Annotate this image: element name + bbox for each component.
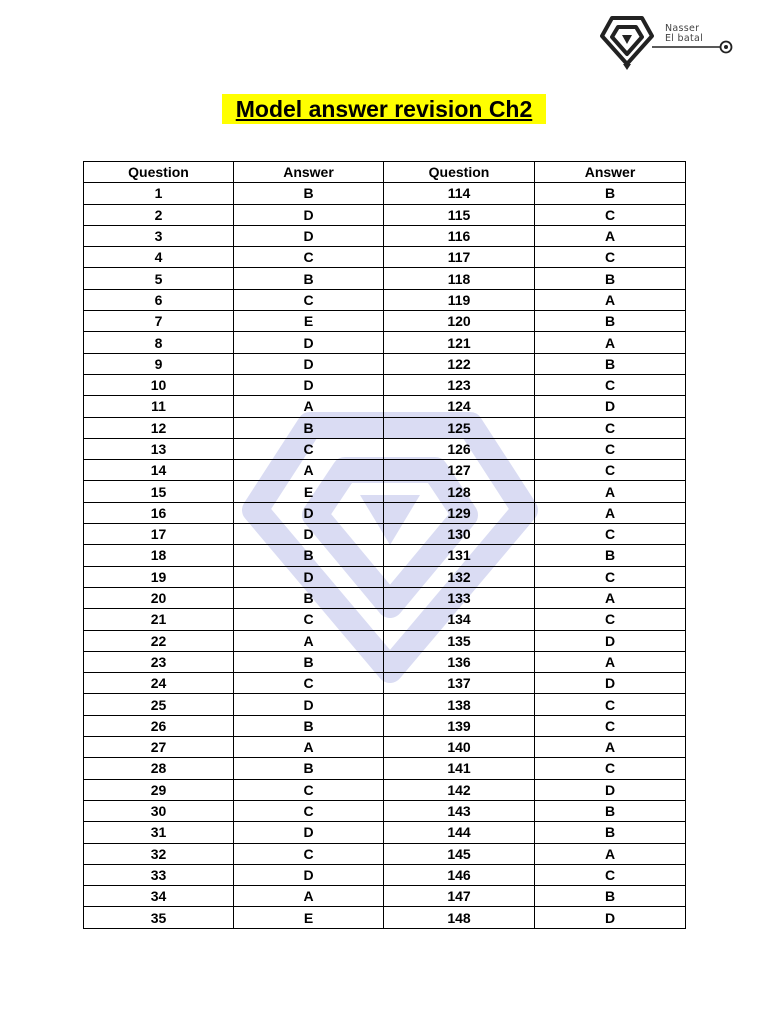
question-number: 22 [84,630,234,651]
answer-letter: D [234,524,384,545]
answer-letter: B [535,311,686,332]
question-number: 123 [384,374,535,395]
question-number: 28 [84,758,234,779]
answer-letter: D [535,396,686,417]
brand-line-2: El batal [665,33,704,44]
answer-letter: B [234,758,384,779]
question-number: 33 [84,864,234,885]
question-number: 25 [84,694,234,715]
question-number: 118 [384,268,535,289]
answer-letter: B [535,545,686,566]
answer-letter: B [535,886,686,907]
table-row [84,630,686,651]
question-number: 114 [384,183,535,204]
question-number: 17 [84,524,234,545]
answer-letter: D [535,630,686,651]
answer-letter: C [535,204,686,225]
question-number: 142 [384,779,535,800]
table-row [84,715,686,736]
answer-letter: A [535,332,686,353]
header-question: Question [84,162,234,183]
question-number: 20 [84,587,234,608]
brand-name [665,24,703,44]
question-number: 129 [384,502,535,523]
table-row [84,524,686,545]
answer-letter: D [234,332,384,353]
question-number: 9 [84,353,234,374]
question-number: 139 [384,715,535,736]
answer-letter: C [535,438,686,459]
answer-letter: C [234,800,384,821]
header-answer: Answer [234,162,384,183]
table-row [84,502,686,523]
table-row [84,289,686,310]
question-number: 130 [384,524,535,545]
answer-letter: D [535,907,686,928]
question-number: 27 [84,737,234,758]
question-number: 35 [84,907,234,928]
answer-letter: C [234,843,384,864]
question-number: 4 [84,247,234,268]
question-number: 141 [384,758,535,779]
question-number: 124 [384,396,535,417]
question-number: 8 [84,332,234,353]
question-number: 18 [84,545,234,566]
answer-letter: C [535,758,686,779]
table-row [84,779,686,800]
question-number: 19 [84,566,234,587]
question-number: 2 [84,204,234,225]
table-row [84,694,686,715]
question-number: 147 [384,886,535,907]
header-answer: Answer [535,162,686,183]
table-row [84,800,686,821]
answer-letter: C [535,566,686,587]
answer-letter: D [535,779,686,800]
question-number: 119 [384,289,535,310]
table-row [84,374,686,395]
question-number: 128 [384,481,535,502]
answer-letter: A [535,587,686,608]
answer-letter: D [234,822,384,843]
answer-letter: C [234,779,384,800]
table-row [84,886,686,907]
question-number: 120 [384,311,535,332]
answer-table-body [84,183,686,928]
answer-letter: C [234,289,384,310]
question-number: 125 [384,417,535,438]
table-row [84,417,686,438]
answer-letter: B [234,417,384,438]
answer-letter: A [234,886,384,907]
question-number: 131 [384,545,535,566]
question-number: 1 [84,183,234,204]
question-number: 133 [384,587,535,608]
answer-letter: E [234,481,384,502]
question-number: 143 [384,800,535,821]
answer-letter: C [234,673,384,694]
answer-letter: B [535,822,686,843]
question-number: 148 [384,907,535,928]
question-number: 121 [384,332,535,353]
question-number: 15 [84,481,234,502]
answer-letter: A [535,502,686,523]
table-row [84,204,686,225]
question-number: 24 [84,673,234,694]
question-number: 30 [84,800,234,821]
answer-letter: A [535,225,686,246]
question-number: 32 [84,843,234,864]
answer-letter: D [234,374,384,395]
question-number: 6 [84,289,234,310]
answer-letter: B [535,268,686,289]
question-number: 144 [384,822,535,843]
table-row [84,332,686,353]
header-question: Question [384,162,535,183]
question-number: 134 [384,609,535,630]
table-row [84,673,686,694]
question-number: 12 [84,417,234,438]
page-title: Model answer revision Ch2 [222,94,546,124]
answer-letter: A [234,737,384,758]
question-number: 122 [384,353,535,374]
answer-letter: D [535,673,686,694]
question-number: 137 [384,673,535,694]
answer-letter: A [234,630,384,651]
table-header-row [84,162,686,183]
answer-letter: C [535,694,686,715]
question-number: 117 [384,247,535,268]
answer-letter: B [535,800,686,821]
answer-letter: B [535,183,686,204]
question-number: 16 [84,502,234,523]
answer-letter: C [535,524,686,545]
answer-letter: D [234,502,384,523]
answer-letter: A [234,396,384,417]
answer-letter: B [234,651,384,672]
answer-letter: A [535,737,686,758]
answer-letter: C [234,438,384,459]
table-row [84,545,686,566]
answer-letter: A [535,289,686,310]
question-number: 11 [84,396,234,417]
question-number: 7 [84,311,234,332]
question-number: 126 [384,438,535,459]
answer-letter: C [535,417,686,438]
table-row [84,225,686,246]
answer-letter: C [234,609,384,630]
answer-letter: D [234,694,384,715]
answer-letter: D [234,864,384,885]
answer-letter: B [535,353,686,374]
table-row [84,438,686,459]
question-number: 140 [384,737,535,758]
table-row [84,460,686,481]
answer-letter: A [535,651,686,672]
answer-letter: A [234,460,384,481]
answer-letter: C [535,715,686,736]
table-row [84,758,686,779]
question-number: 29 [84,779,234,800]
question-number: 138 [384,694,535,715]
table-row [84,651,686,672]
table-row [84,907,686,928]
question-number: 3 [84,225,234,246]
question-number: 31 [84,822,234,843]
answer-letter: C [535,247,686,268]
question-number: 115 [384,204,535,225]
question-number: 136 [384,651,535,672]
question-number: 13 [84,438,234,459]
table-row [84,609,686,630]
table-row [84,481,686,502]
answer-letter: B [234,587,384,608]
answer-letter: E [234,907,384,928]
question-number: 5 [84,268,234,289]
answer-letter: B [234,715,384,736]
question-number: 146 [384,864,535,885]
table-row [84,587,686,608]
question-number: 14 [84,460,234,481]
question-number: 145 [384,843,535,864]
table-row [84,353,686,374]
table-row [84,566,686,587]
answer-letter: D [234,353,384,374]
table-row [84,311,686,332]
question-number: 10 [84,374,234,395]
table-row [84,864,686,885]
answer-letter: D [234,225,384,246]
table-row [84,396,686,417]
answer-table [83,161,686,929]
question-number: 23 [84,651,234,672]
answer-letter: C [234,247,384,268]
table-row [84,183,686,204]
question-number: 135 [384,630,535,651]
question-number: 132 [384,566,535,587]
answer-letter: E [234,311,384,332]
table-row [84,268,686,289]
answer-letter: C [535,609,686,630]
table-row [84,822,686,843]
question-number: 26 [84,715,234,736]
answer-letter: B [234,183,384,204]
table-row [84,247,686,268]
answer-letter: A [535,843,686,864]
answer-letter: A [535,481,686,502]
question-number: 21 [84,609,234,630]
answer-letter: D [234,566,384,587]
question-number: 127 [384,460,535,481]
question-number: 34 [84,886,234,907]
answer-letter: C [535,460,686,481]
answer-letter: C [535,864,686,885]
answer-letter: B [234,268,384,289]
answer-letter: D [234,204,384,225]
table-row [84,737,686,758]
answer-letter: B [234,545,384,566]
table-row [84,843,686,864]
brand-line-1: Nasser [665,23,700,34]
question-number: 116 [384,225,535,246]
answer-letter: C [535,374,686,395]
